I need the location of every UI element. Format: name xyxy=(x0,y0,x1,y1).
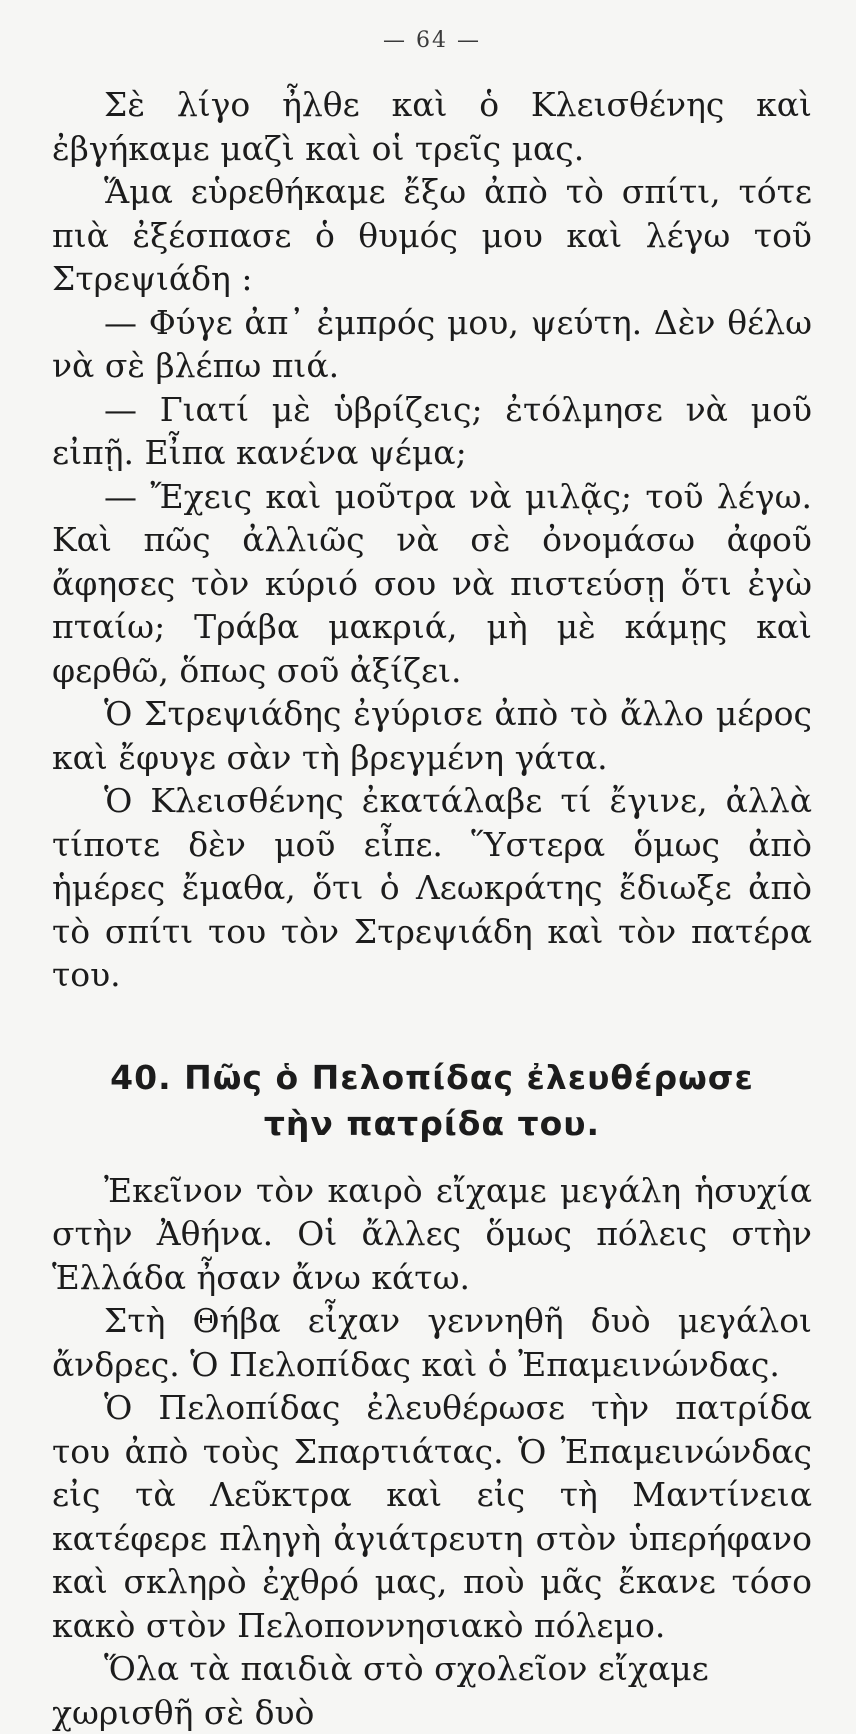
paragraph: Ἅμα εὑρεθήκαμε ἔξω ἀπὸ τὸ σπίτι, τότε πιὰ ἐξέσπασε ὁ θυμός μου καὶ λέγω τοῦ Στρεψιάδη : xyxy=(52,170,812,301)
dialogue-line: — Φύγε ἀπ᾽ ἐμπρός μου, ψεύτη. Δὲν θέλω νὰ σὲ βλέπω πιά. xyxy=(52,301,812,388)
dialogue-line: — Γιατί μὲ ὑβρίζεις; ἐτόλμησε νὰ μοῦ εἰπῇ. Εἶπα κανένα ψέμα; xyxy=(52,388,812,475)
paragraph: Ἐκεῖνον τὸν καιρὸ εἴχαμε μεγάλη ἡσυχία στὴν Ἀθήνα. Οἱ ἄλλες ὅμως πόλεις στὴν Ἑλλάδα ἦσαν ἄνω κάτω. xyxy=(52,1169,812,1300)
page-number: — 64 — xyxy=(52,28,812,53)
chapter-body xyxy=(52,1169,812,1734)
chapter-title-line-2: τὴν πατρίδα του. xyxy=(52,1101,812,1147)
chapter-heading xyxy=(52,1055,812,1147)
paragraph: Ὁ Κλεισθένης ἐκατάλαβε τί ἔγινε, ἀλλὰ τίποτε δὲν μοῦ εἶπε. Ὕστερα ὅμως ἀπὸ ἡμέρες ἔμαθα, ὅτι ὁ Λεωκράτης ἔδιωξε ἀπὸ τὸ σπίτι του τὸν Στρεψιάδη καὶ τὸν πατέρα του. xyxy=(52,779,812,997)
previous-chapter-ending xyxy=(52,83,812,997)
dialogue-line: — Ἔχεις καὶ μοῦτρα νὰ μιλᾷς; τοῦ λέγω. Καὶ πῶς ἀλλιῶς νὰ σὲ ὀνομάσω ἀφοῦ ἄφησες τὸν κύριό σου νὰ πιστεύσῃ ὅτι ἐγὼ πταίω; Τράβα μακριά, μὴ μὲ κάμῃς καὶ φερθῶ, ὅπως σοῦ ἀξίζει. xyxy=(52,475,812,693)
paragraph: Στὴ Θήβα εἶχαν γεννηθῆ δυὸ μεγάλοι ἄνδρες. Ὁ Πελοπίδας καὶ ὁ Ἐπαμεινώνδας. xyxy=(52,1299,812,1386)
paragraph: Ὁ Πελοπίδας ἐλευθέρωσε τὴν πατρίδα του ἀπὸ τοὺς Σπαρτιάτας. Ὁ Ἐπαμεινώνδας εἰς τὰ Λεῦκτρα καὶ εἰς τὴ Μαντίνεια κατέφερε πληγὴ ἀγιάτρευτη στὸν ὑπερήφανο καὶ σκληρὸ ἐχθρό μας, ποὺ μᾶς ἔκανε τόσο κακὸ στὸν Πελοποννησιακὸ πόλεμο. xyxy=(52,1386,812,1647)
chapter-title-line-1: 40. Πῶς ὁ Πελοπίδας ἐλευθέρωσε xyxy=(52,1055,812,1101)
paragraph: Ὅλα τὰ παιδιὰ στὸ σχολεῖον εἴχαμε χωρισθῆ σὲ δυὸ xyxy=(52,1647,812,1734)
paragraph: Ὁ Στρεψιάδης ἐγύρισε ἀπὸ τὸ ἄλλο μέρος καὶ ἔφυγε σὰν τὴ βρεγμένη γάτα. xyxy=(52,692,812,779)
paragraph: Σὲ λίγο ἦλθε καὶ ὁ Κλεισθένης καὶ ἐβγήκαμε μαζὶ καὶ οἱ τρεῖς μας. xyxy=(52,83,812,170)
